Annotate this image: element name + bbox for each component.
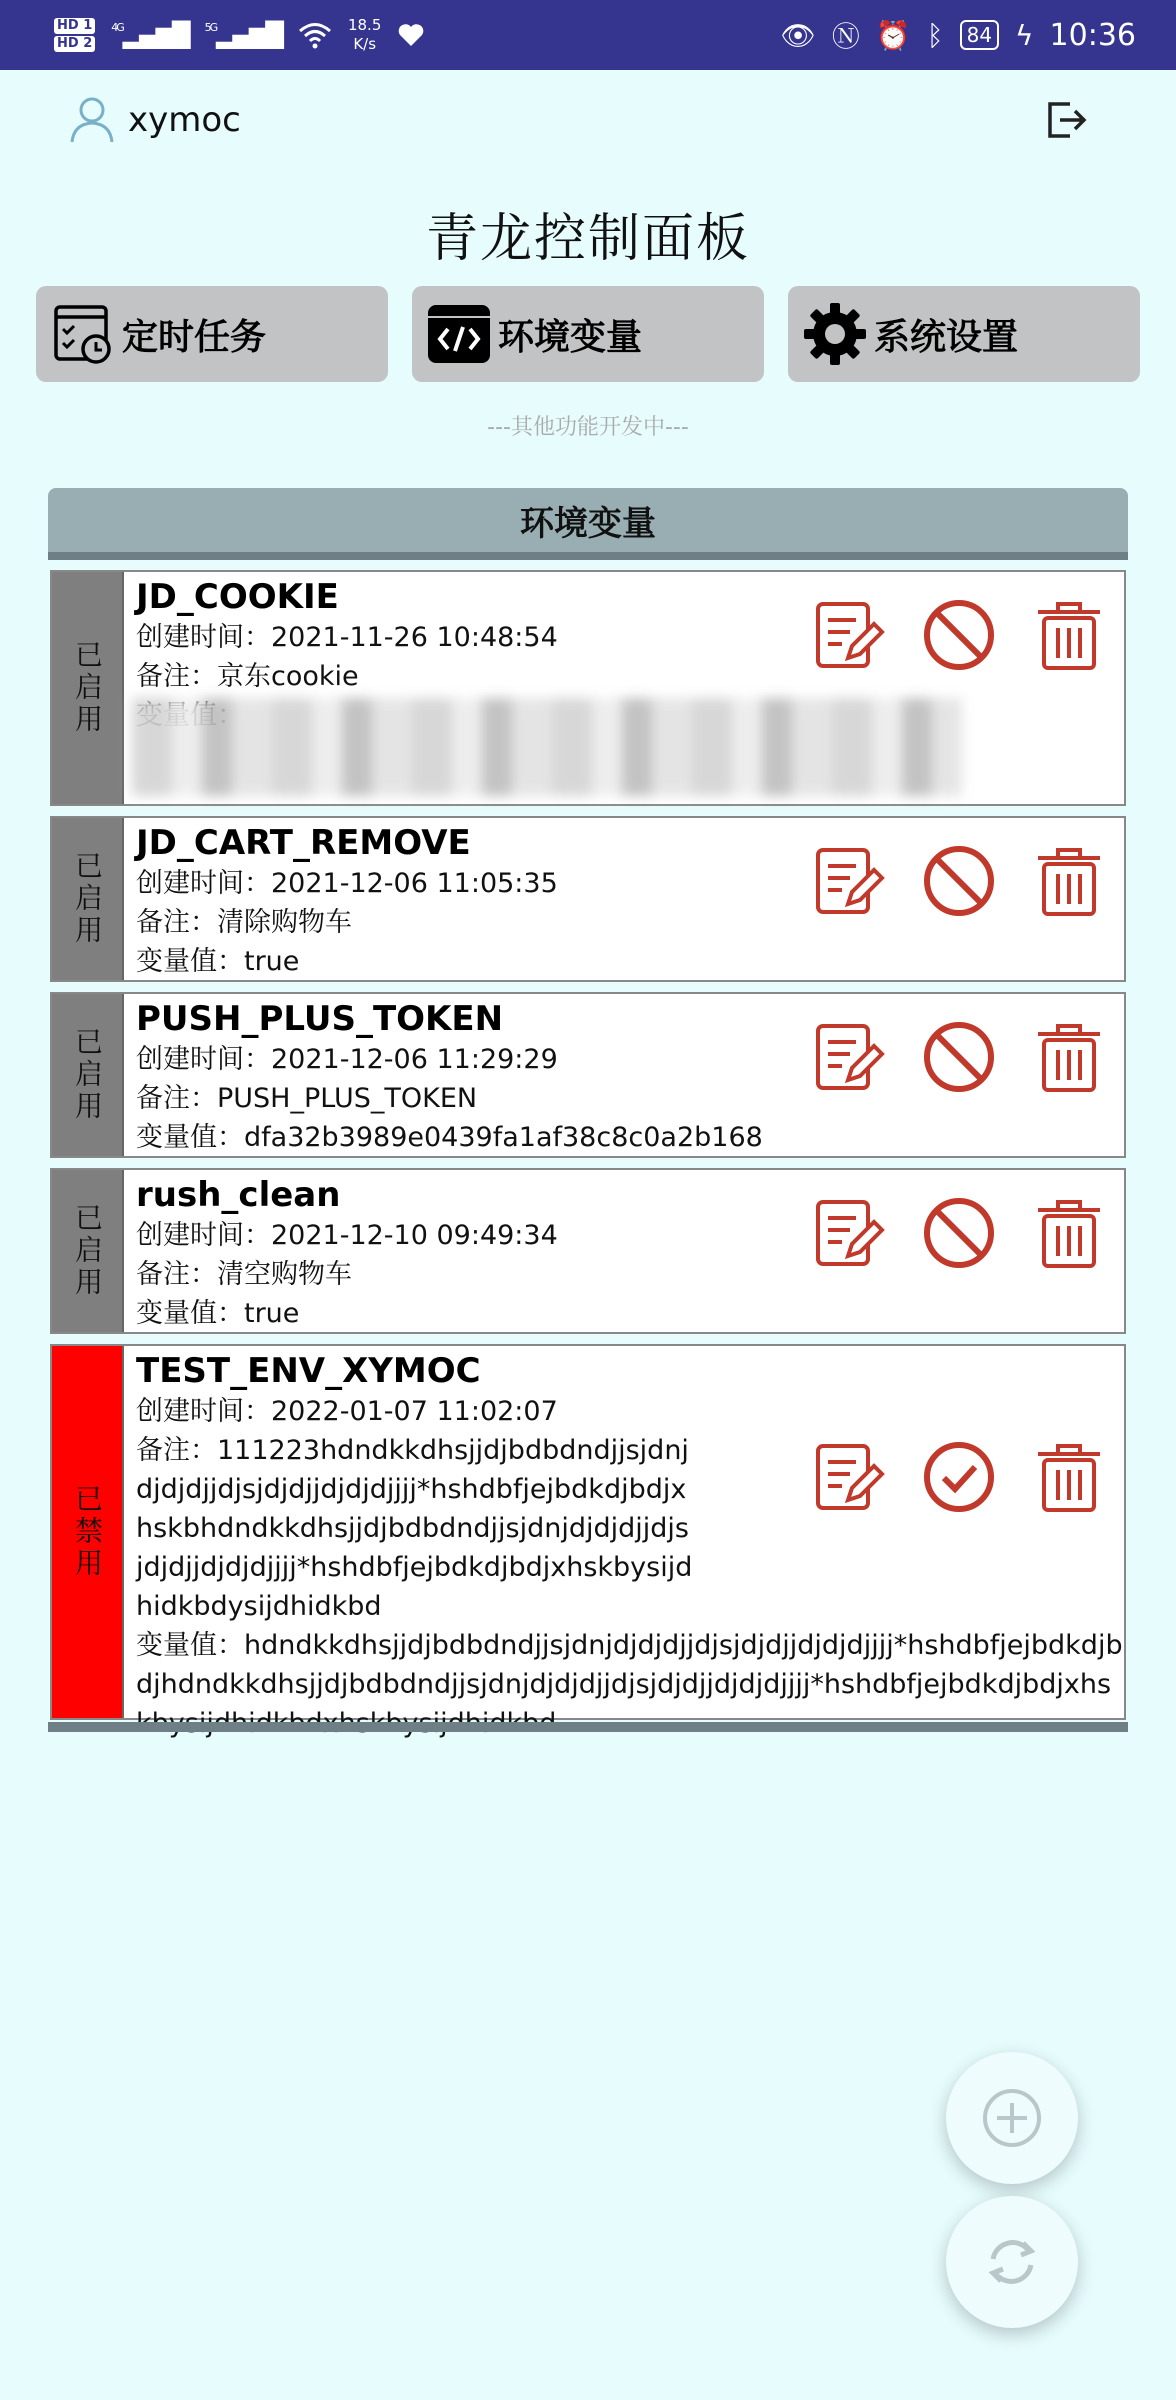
net-speed-value: 18.5 <box>347 16 382 34</box>
nav-label: 定时任务 <box>122 316 267 358</box>
disable-icon[interactable] <box>922 1020 996 1094</box>
env-value: 变量值：hdndkkdhsjjdjbdbdndjjsjdnjdjdjdjjdjsjdjdjjdjdjdjjjj*hshdbfjejbdkdjbdjhdndkkdhsjjdjbdbdndjjsjdnjdjdjdjjdjsjdjdjjdjdjdjjjj*hshdbfjejbdkdjbdjxhs <box>136 1630 1123 1700</box>
env-name: JD_CART_REMOVE <box>136 823 471 863</box>
row-actions <box>812 1440 1106 1514</box>
env-row[interactable] <box>50 816 1126 982</box>
env-name: TEST_ENV_XYMOC <box>136 1351 481 1391</box>
battery-icon: 84 <box>960 20 999 50</box>
env-created: 创建时间：2021-12-10 09:49:34 <box>136 1220 558 1251</box>
disable-icon[interactable] <box>922 844 996 918</box>
delete-icon[interactable] <box>1032 844 1106 918</box>
row-actions <box>812 598 1106 672</box>
enable-icon[interactable] <box>922 1440 996 1514</box>
edit-icon[interactable] <box>812 1440 886 1514</box>
delete-icon[interactable] <box>1032 1196 1106 1270</box>
add-env-button[interactable] <box>946 2052 1078 2184</box>
delete-icon[interactable] <box>1032 598 1106 672</box>
alarm-icon: ⏰ <box>875 18 911 52</box>
env-var-panel <box>48 488 1128 1732</box>
edit-icon[interactable] <box>812 598 886 672</box>
row-actions <box>812 1196 1106 1270</box>
user-icon <box>70 96 114 144</box>
bluetooth-icon: ᛒ <box>926 18 944 52</box>
eye-icon: 👁 <box>780 18 816 52</box>
gear-icon <box>802 301 868 367</box>
nav-button-scheduled-tasks[interactable] <box>36 286 388 382</box>
heart-icon <box>397 22 425 48</box>
nfc-icon: Ⓝ <box>831 20 860 53</box>
nav-button-env-vars[interactable] <box>412 286 764 382</box>
page-title: 青龙控制面板 <box>425 209 750 269</box>
net-speed-unit: K/s <box>353 35 377 53</box>
env-created: 创建时间：2021-12-06 11:29:29 <box>136 1044 558 1075</box>
nav-label: 环境变量 <box>498 316 643 358</box>
dev-note: ---其他功能开发中--- <box>487 415 689 440</box>
status-label: 已启用 <box>52 994 124 1156</box>
env-remark: 备注：清除购物车 <box>136 907 352 938</box>
code-icon <box>426 301 492 367</box>
edit-icon[interactable] <box>812 1020 886 1094</box>
env-row-body <box>124 994 1124 1156</box>
user-info[interactable] <box>70 96 241 144</box>
blurred-value <box>132 698 962 796</box>
edit-icon[interactable] <box>812 1196 886 1270</box>
env-remark: 备注：京东cookie <box>136 661 359 692</box>
status-label: 已启用 <box>52 572 124 804</box>
username: xymoc <box>128 100 241 140</box>
delete-icon[interactable] <box>1032 1440 1106 1514</box>
logout-icon[interactable] <box>1044 98 1088 142</box>
status-left <box>54 16 425 54</box>
hd2-badge: HD 2 <box>54 36 95 52</box>
refresh-icon <box>979 2229 1045 2295</box>
status-label: 已禁用 <box>52 1346 124 1718</box>
charging-icon: ϟ <box>1015 18 1034 52</box>
signal-1-icon: $^{4G}$▂▄▆█ <box>111 21 189 49</box>
status-bar <box>0 0 1176 70</box>
clock: 10:36 <box>1049 17 1136 53</box>
net-speed <box>348 16 381 54</box>
env-created: 创建时间：2021-12-06 11:05:35 <box>136 868 558 899</box>
status-label: 已启用 <box>52 1170 124 1332</box>
env-name: rush_clean <box>136 1175 341 1215</box>
row-actions <box>812 1020 1106 1094</box>
status-label: 已启用 <box>52 818 124 980</box>
env-row[interactable] <box>50 992 1126 1158</box>
disable-icon[interactable] <box>922 1196 996 1270</box>
env-row-body <box>124 1170 1124 1332</box>
plus-circle-icon <box>979 2085 1045 2151</box>
env-created: 创建时间：2022-01-07 11:02:07 <box>136 1396 558 1427</box>
env-value: 变量值：dfa32b3989e0439fa1af38c8c0a2b168 <box>136 1122 763 1153</box>
env-row-body <box>124 818 1124 980</box>
env-remark: 备注：111223hdndkkdhsjjdjbdbdndjjsjdnjdjdjdjjdjsjdjdjjdjdjdjjjj*hshdbfjejbdkdjbdjxhskbhdndkkdhsjjdjbdbdndjjsjdnjdjdjdjjdjsjdjdjjdjdjdjjjj*hshdbfjejbdkdjbdjxhskbysijdhidkbdysijdhidkbd <box>136 1435 693 1622</box>
env-row[interactable] <box>50 1168 1126 1334</box>
env-remark: 备注：清空购物车 <box>136 1259 352 1290</box>
env-row[interactable] <box>50 1344 1126 1720</box>
delete-icon[interactable] <box>1032 1020 1106 1094</box>
panel-title: 环境变量 <box>48 488 1128 560</box>
env-row[interactable] <box>50 570 1126 806</box>
wifi-icon <box>298 21 332 49</box>
disable-icon[interactable] <box>922 598 996 672</box>
env-name: PUSH_PLUS_TOKEN <box>136 999 504 1039</box>
env-value: 变量值：true <box>136 946 300 977</box>
signal-2-icon: $^{5G}$▂▄▆█ <box>204 21 282 49</box>
env-created: 创建时间：2021-11-26 10:48:54 <box>136 622 558 653</box>
env-row-body <box>124 1346 1124 1718</box>
env-remark: 备注：PUSH_PLUS_TOKEN <box>136 1083 478 1114</box>
nav-button-system-settings[interactable] <box>788 286 1140 382</box>
env-value: 变量值：true <box>136 1298 300 1329</box>
scheduled-task-icon <box>50 301 116 367</box>
env-row-body <box>124 572 1124 804</box>
status-right <box>780 15 1136 55</box>
row-actions <box>812 844 1106 918</box>
refresh-button[interactable] <box>946 2196 1078 2328</box>
hd1-badge: HD 1 <box>54 18 95 34</box>
env-name: JD_COOKIE <box>136 577 339 617</box>
nav-label: 系统设置 <box>874 316 1019 358</box>
hd-badges <box>54 17 95 53</box>
panel-footer <box>48 1722 1128 1732</box>
edit-icon[interactable] <box>812 844 886 918</box>
